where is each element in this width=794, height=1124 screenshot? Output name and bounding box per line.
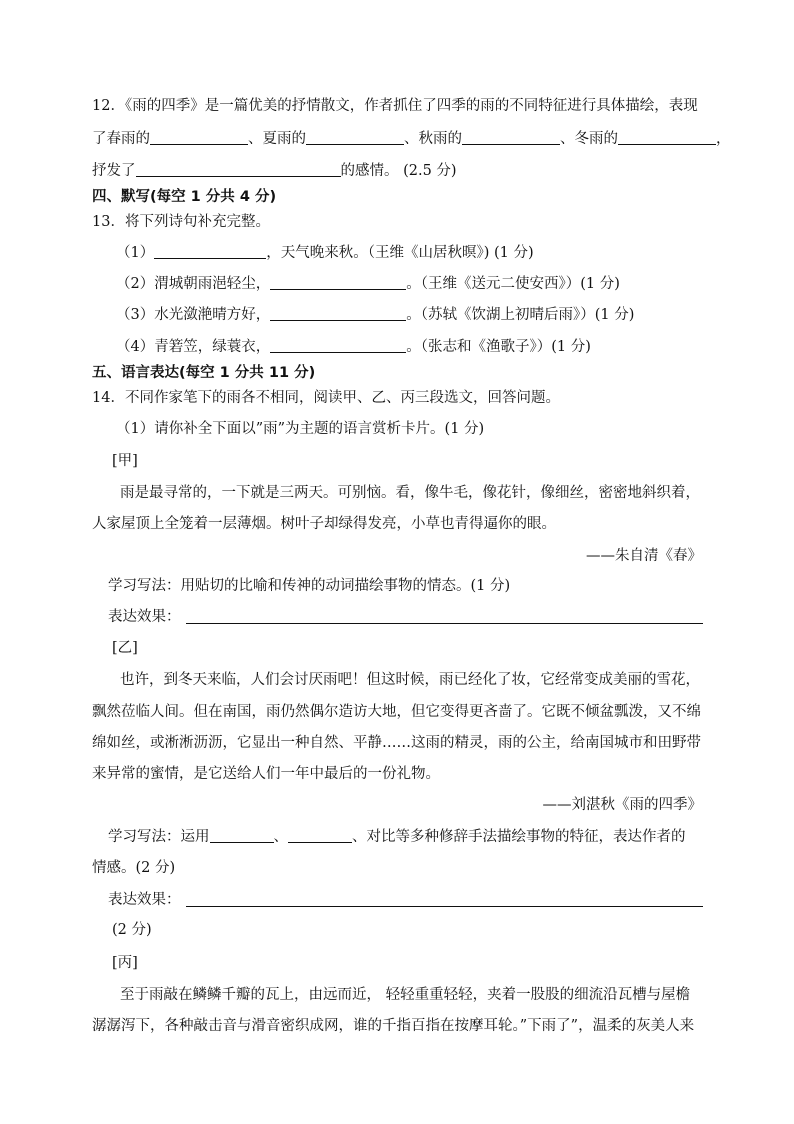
yi-method-cont: 情感。(2 分) xyxy=(92,860,176,876)
yi-text-3: 绵如丝，或淅淅沥沥，它显出一种自然、平静……这雨的精灵，雨的公主，给南国城市和田野带 xyxy=(92,735,701,751)
yi-effect-label: 表达效果： xyxy=(108,892,181,908)
jia-effect-label: 表达效果： xyxy=(108,609,181,625)
q13-item-4-pre: （4）青箬笠，绿蓑衣， xyxy=(116,339,271,355)
blank-winter[interactable] xyxy=(618,129,716,145)
q12-label-feeling: 抒发了 xyxy=(92,163,136,179)
q13-blank-3[interactable] xyxy=(270,305,406,321)
blank-autumn[interactable] xyxy=(462,129,560,145)
q12-label-autumn: 、秋雨的 xyxy=(404,131,462,147)
section4-heading: 四、默写(每空 1 分共 4 分) xyxy=(92,189,277,205)
yi-text-2: 飘然莅临人间。但在南国，雨仍然偶尔造访大地，但它变得更吝啬了。它既不倾盆瓢泼，又不绵 xyxy=(92,704,701,720)
q12-label-winter: 、冬雨的 xyxy=(560,131,618,147)
q12-line1: 12．《雨的四季》是一篇优美的抒情散文，作者抓住了四季的雨的不同特征进行具体描绘，表现 xyxy=(92,98,698,114)
yi-method-post: 、对比等多种修辞手法描绘事物的特征，表达作者的 xyxy=(352,829,686,845)
q12-label-summer: 、夏雨的 xyxy=(248,131,306,147)
jia-source: ——朱自清《春》 xyxy=(586,548,702,564)
q13-item-1-num: （1） xyxy=(116,245,155,261)
yi-blank-1[interactable] xyxy=(210,827,274,843)
q12-label-spring: 了春雨的 xyxy=(92,131,150,147)
yi-method-sep: 、 xyxy=(273,829,288,845)
q13-blank-4[interactable] xyxy=(270,337,406,353)
jia-text-1: 雨是最寻常的，一下就是三两天。可别恼。看，像牛毛，像花针，像细丝，密密地斜织着， xyxy=(120,485,700,501)
yi-effect-blank[interactable] xyxy=(186,905,703,907)
bing-text-1: 至于雨敲在鳞鳞千瓣的瓦上，由远而近， 轻轻重重轻轻，夹着一股股的细流沿瓦槽与屋檐 xyxy=(120,987,691,1003)
yi-score: (2 分) xyxy=(112,922,152,938)
q13-item-3 xyxy=(116,305,634,325)
yi-text-4: 来异常的蜜情，是它送给人们一年中最后的一份礼物。 xyxy=(92,766,440,782)
q13-prompt: 13．将下列诗句补充完整。 xyxy=(92,214,270,230)
blank-summer[interactable] xyxy=(306,129,404,145)
yi-text-1: 也许，到冬天来临，人们会讨厌雨吧！但这时候，雨已经化了妆，它经常变成美丽的雪花， xyxy=(120,672,700,688)
jia-text-2: 人家屋顶上全笼着一层薄烟。树叶子却绿得发亮，小草也青得逼你的眼。 xyxy=(92,516,556,532)
bing-text-2: 潺潺泻下，各种敲击音与滑音密织成网，谁的千指百指在按摩耳轮。”下雨了”，温柔的灰美人来 xyxy=(92,1018,695,1034)
q13-item-4-post: 。（张志和《渔歌子》）(1 分) xyxy=(406,339,591,355)
q12-suffix: 的感情。 (2.5 分) xyxy=(340,163,457,179)
q13-item-2 xyxy=(116,274,620,294)
q13-item-2-post: 。（王维《送元二使安西》）(1 分) xyxy=(406,276,620,292)
yi-label: [乙] xyxy=(112,640,138,656)
q13-item-3-post: 。（苏轼《饮湖上初晴后雨》）(1 分) xyxy=(406,307,635,323)
jia-label: [甲] xyxy=(112,453,138,469)
blank-spring[interactable] xyxy=(150,129,248,145)
q13-item-3-pre: （3）水光潋滟晴方好， xyxy=(116,307,271,323)
yi-source: ——刘湛秋《雨的四季》 xyxy=(542,797,702,813)
q13-item-1-post: ，天气晚来秋。（王维《山居秋暝》) (1 分) xyxy=(266,245,534,261)
q12-comma: ， xyxy=(716,131,731,147)
q13-item-1 xyxy=(116,243,534,263)
yi-method-pre: 学习写法：运用 xyxy=(108,829,210,845)
q13-blank-1[interactable] xyxy=(154,243,266,259)
jia-effect-blank[interactable] xyxy=(186,622,703,624)
q12-line3 xyxy=(92,161,457,181)
jia-method: 学习写法：用贴切的比喻和传神的动词描绘事物的情态。(1 分) xyxy=(108,578,511,594)
yi-blank-2[interactable] xyxy=(288,827,352,843)
yi-method xyxy=(108,827,686,847)
section5-heading: 五、语言表达(每空 1 分共 11 分) xyxy=(92,365,316,381)
q14-prompt: 14．不同作家笔下的雨各不相同，阅读甲、乙、丙三段选文，回答问题。 xyxy=(92,390,560,406)
q14-sub1: （1）请你补全下面以”雨”为主题的语言赏析卡片。(1 分) xyxy=(116,421,485,437)
q13-item-2-pre: （2）渭城朝雨浥轻尘， xyxy=(116,276,271,292)
bing-label: [丙] xyxy=(112,955,138,971)
blank-feeling[interactable] xyxy=(136,161,341,177)
q12-line2 xyxy=(92,129,731,149)
q13-item-4 xyxy=(116,337,591,357)
q13-blank-2[interactable] xyxy=(270,274,406,290)
